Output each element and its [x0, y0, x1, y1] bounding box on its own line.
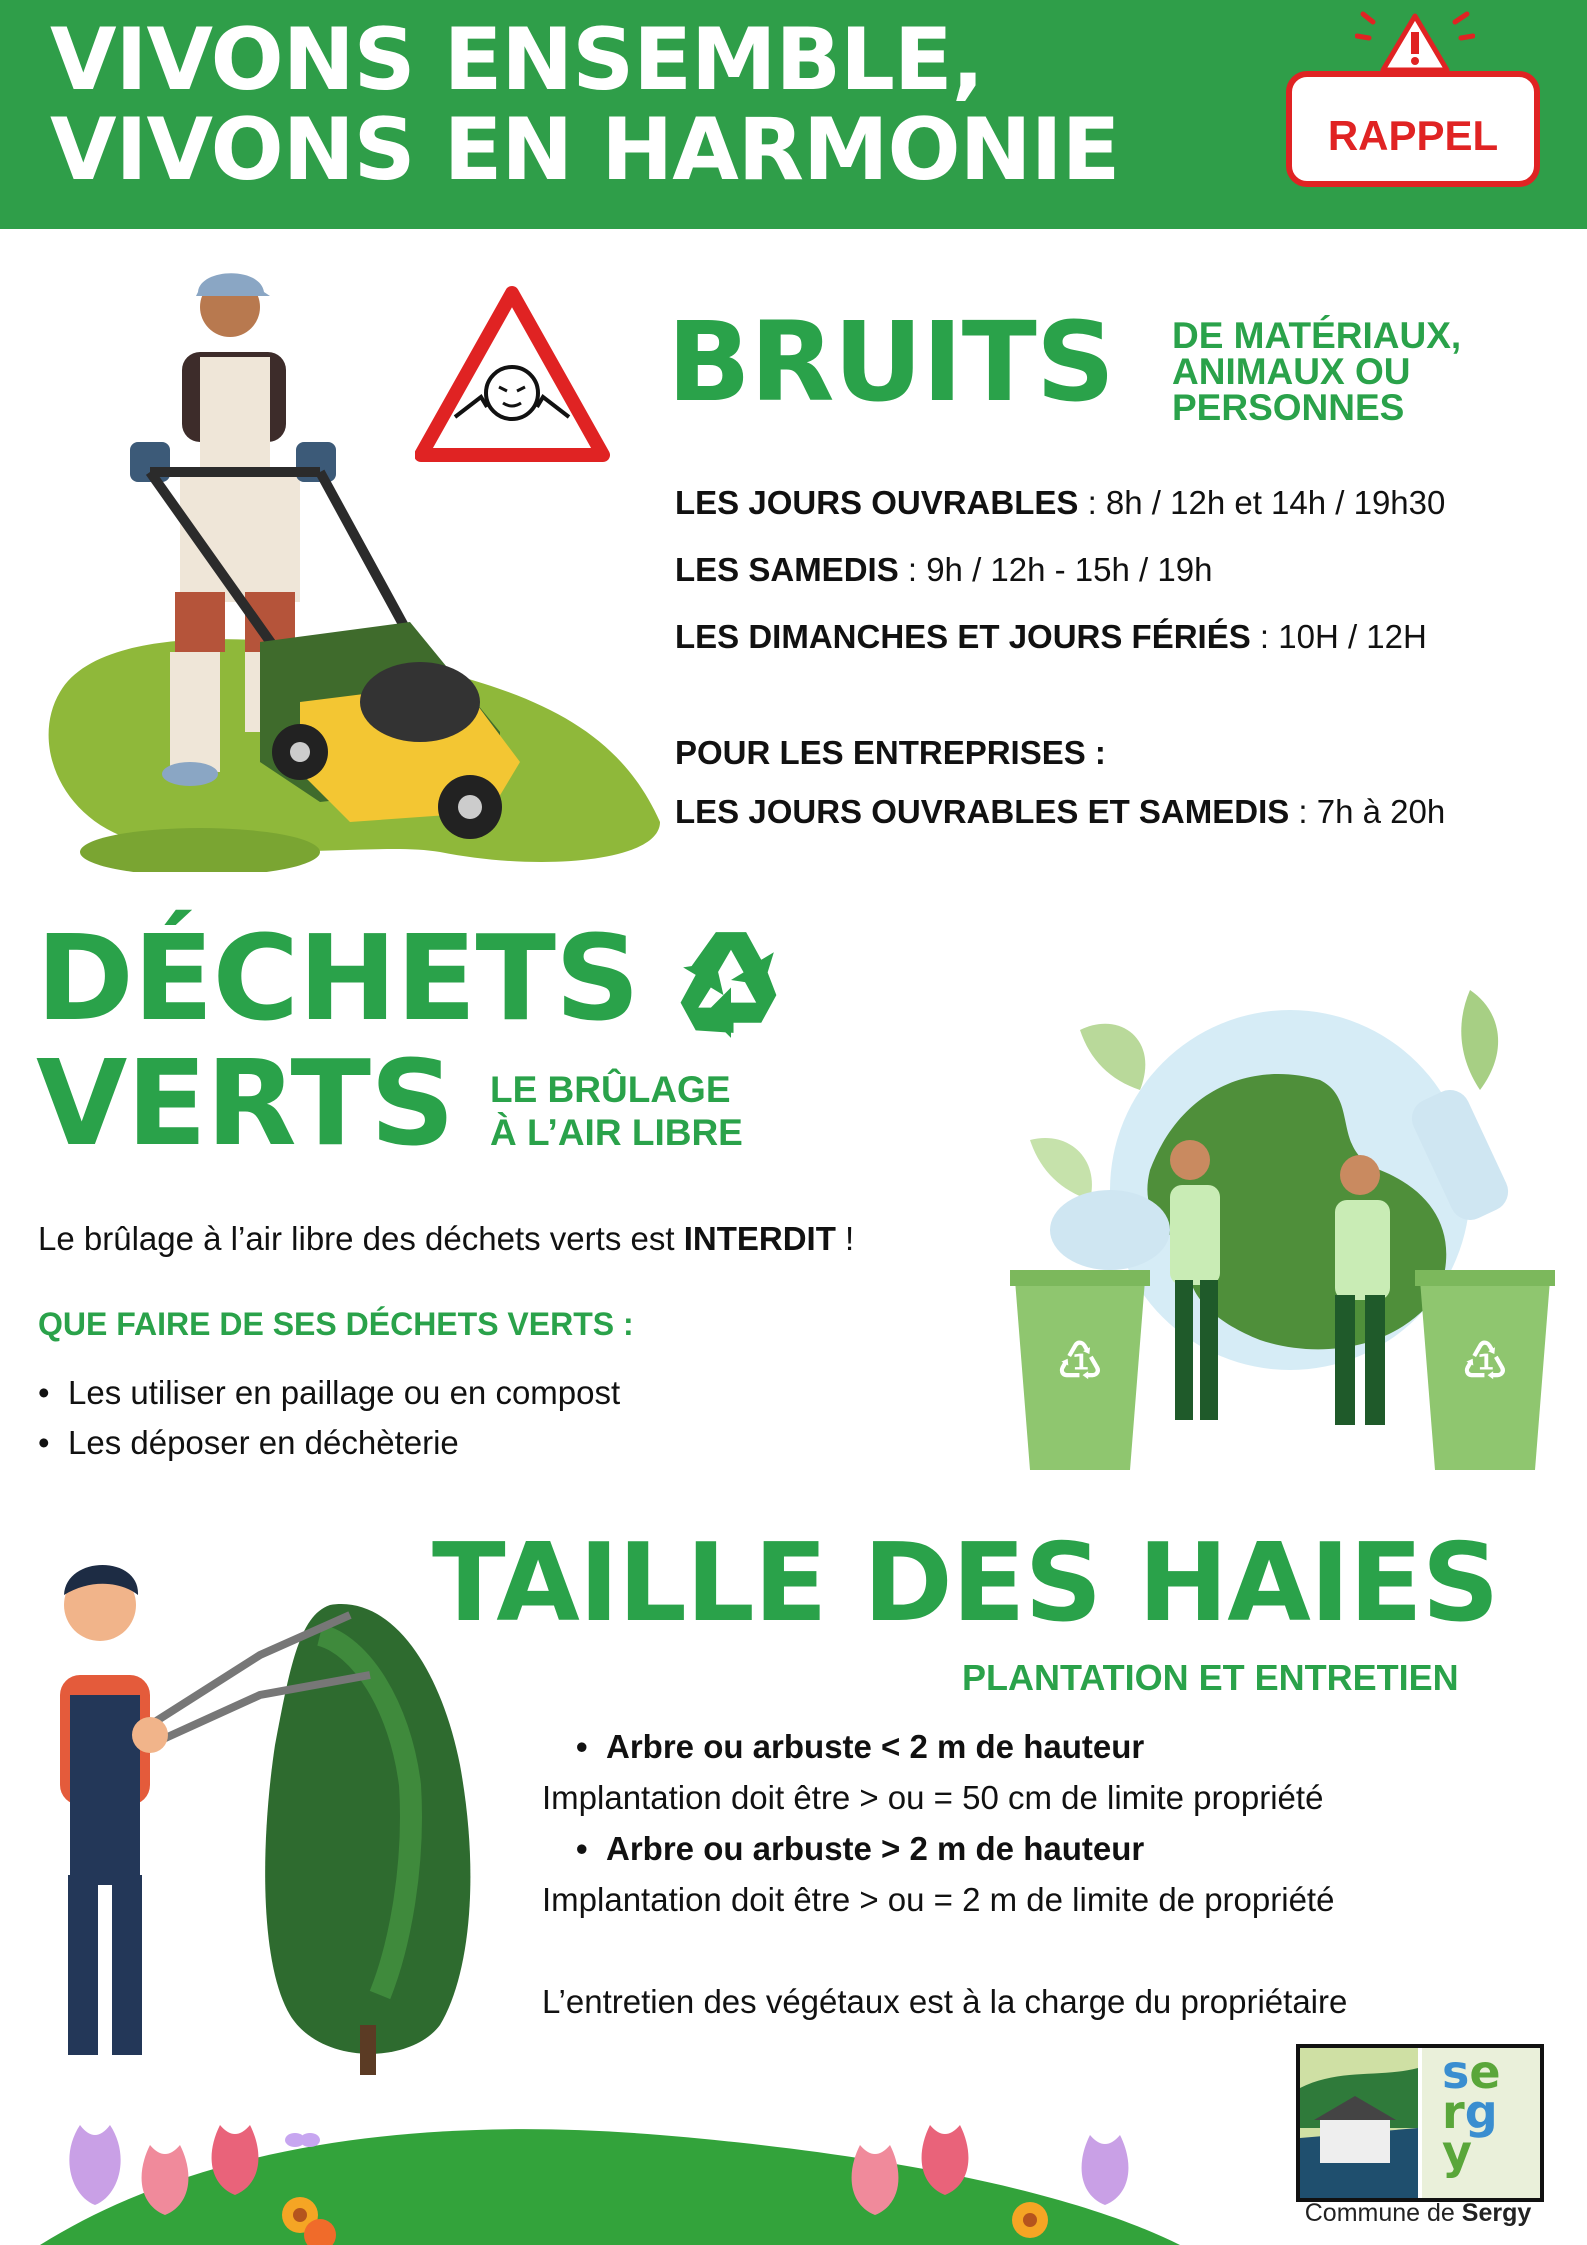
page-title-line-2: VIVONS EN HARMONIE [50, 100, 1120, 200]
logo-caption-prefix: Commune de [1304, 2199, 1462, 2227]
noise-warning-sign-icon [415, 285, 610, 465]
schedule-label: LES JOURS OUVRABLES [675, 484, 1079, 521]
haie-rule-heading: • Arbre ou arbuste > 2 m de hauteur [606, 1830, 1144, 1868]
schedule-weekdays [675, 484, 1445, 522]
schedule-value: : 7h à 20h [1289, 793, 1446, 830]
burning-text-emphasis: INTERDIT [683, 1220, 836, 1257]
schedule-sundays [675, 618, 1427, 656]
svg-text:♳: ♳ [1055, 1330, 1105, 1393]
svg-text:♳: ♳ [1460, 1330, 1510, 1393]
schedule-value: : 10H / 12H [1250, 618, 1427, 655]
haie-rule-text: Implantation doit être > ou = 2 m de limite de propriété [542, 1881, 1335, 1918]
logo-letter: y [1442, 2125, 1472, 2179]
list-item: • Les utiliser en paillage ou en compost [68, 1374, 620, 1412]
dechets-title-line-2: VERTS [36, 1034, 454, 1172]
schedule-companies [675, 793, 1445, 831]
bruits-subtitle-line: DE MATÉRIAUX, [1172, 315, 1462, 356]
recycle-icon [668, 922, 794, 1048]
maintenance-text: L’entretien des végétaux est à la charge du propriétaire [542, 1983, 1348, 2020]
hedge-trimming-illustration [20, 1545, 490, 2085]
bruits-subtitle [1172, 315, 1462, 428]
recycling-people-illustration [1000, 970, 1570, 1480]
burning-ban-text [38, 1220, 854, 1258]
schedule-label: LES DIMANCHES ET JOURS FÉRIÉS [675, 618, 1251, 655]
burning-text-start: Le brûlage à l’air libre des déchets verts est [38, 1220, 684, 1257]
haies-subtitle: PLANTATION ET ENTRETIEN [962, 1657, 1459, 1698]
rappel-badge [1285, 70, 1545, 190]
dechets-title-line-1: DÉCHETS [36, 909, 639, 1047]
butterfly-icon [285, 2133, 320, 2147]
haie-rule-heading: • Arbre ou arbuste < 2 m de hauteur [606, 1728, 1144, 1766]
burning-text-end: ! [835, 1220, 855, 1257]
dechets-subtitle-line: LE BRÛLAGE [490, 1069, 731, 1110]
companies-heading [675, 734, 1106, 772]
list-item: • Les déposer en déchèterie [68, 1424, 459, 1462]
bruits-subtitle-line: ANIMAUX OU [1172, 351, 1411, 392]
bruits-subtitle-line: PERSONNES [1172, 387, 1405, 428]
logo-letter: g [1464, 2085, 1498, 2139]
schedule-saturdays [675, 551, 1212, 589]
schedule-value: : 9h / 12h - 15h / 19h [898, 551, 1213, 588]
logo-letter: s [1442, 2045, 1470, 2099]
companies-heading-text: POUR LES ENTREPRISES : [675, 734, 1106, 771]
haie-rule-text: Implantation doit être > ou = 50 cm de limite propriété [542, 1779, 1324, 1816]
haies-title: TAILLE DES HAIES [432, 1521, 1499, 1646]
logo-letter: r [1442, 2085, 1465, 2139]
dechets-subtitle-line: À L’AIR LIBRE [490, 1112, 743, 1153]
schedule-label: LES JOURS OUVRABLES ET SAMEDIS [675, 793, 1290, 830]
page-title-line-1: VIVONS ENSEMBLE, [50, 10, 984, 110]
rappel-label: RAPPEL [1327, 112, 1499, 159]
bruits-title: BRUITS [667, 298, 1115, 426]
what-to-do-heading: QUE FAIRE DE SES DÉCHETS VERTS : [38, 1306, 634, 1342]
sergy-logo [1296, 2044, 1544, 2202]
logo-letter: e [1469, 2045, 1501, 2099]
logo-caption [1294, 2199, 1542, 2228]
schedule-label: LES SAMEDIS [675, 551, 899, 588]
schedule-value: : 8h / 12h et 14h / 19h30 [1078, 484, 1446, 521]
dechets-subtitle [490, 1068, 743, 1154]
logo-caption-name: Sergy [1461, 2199, 1532, 2227]
